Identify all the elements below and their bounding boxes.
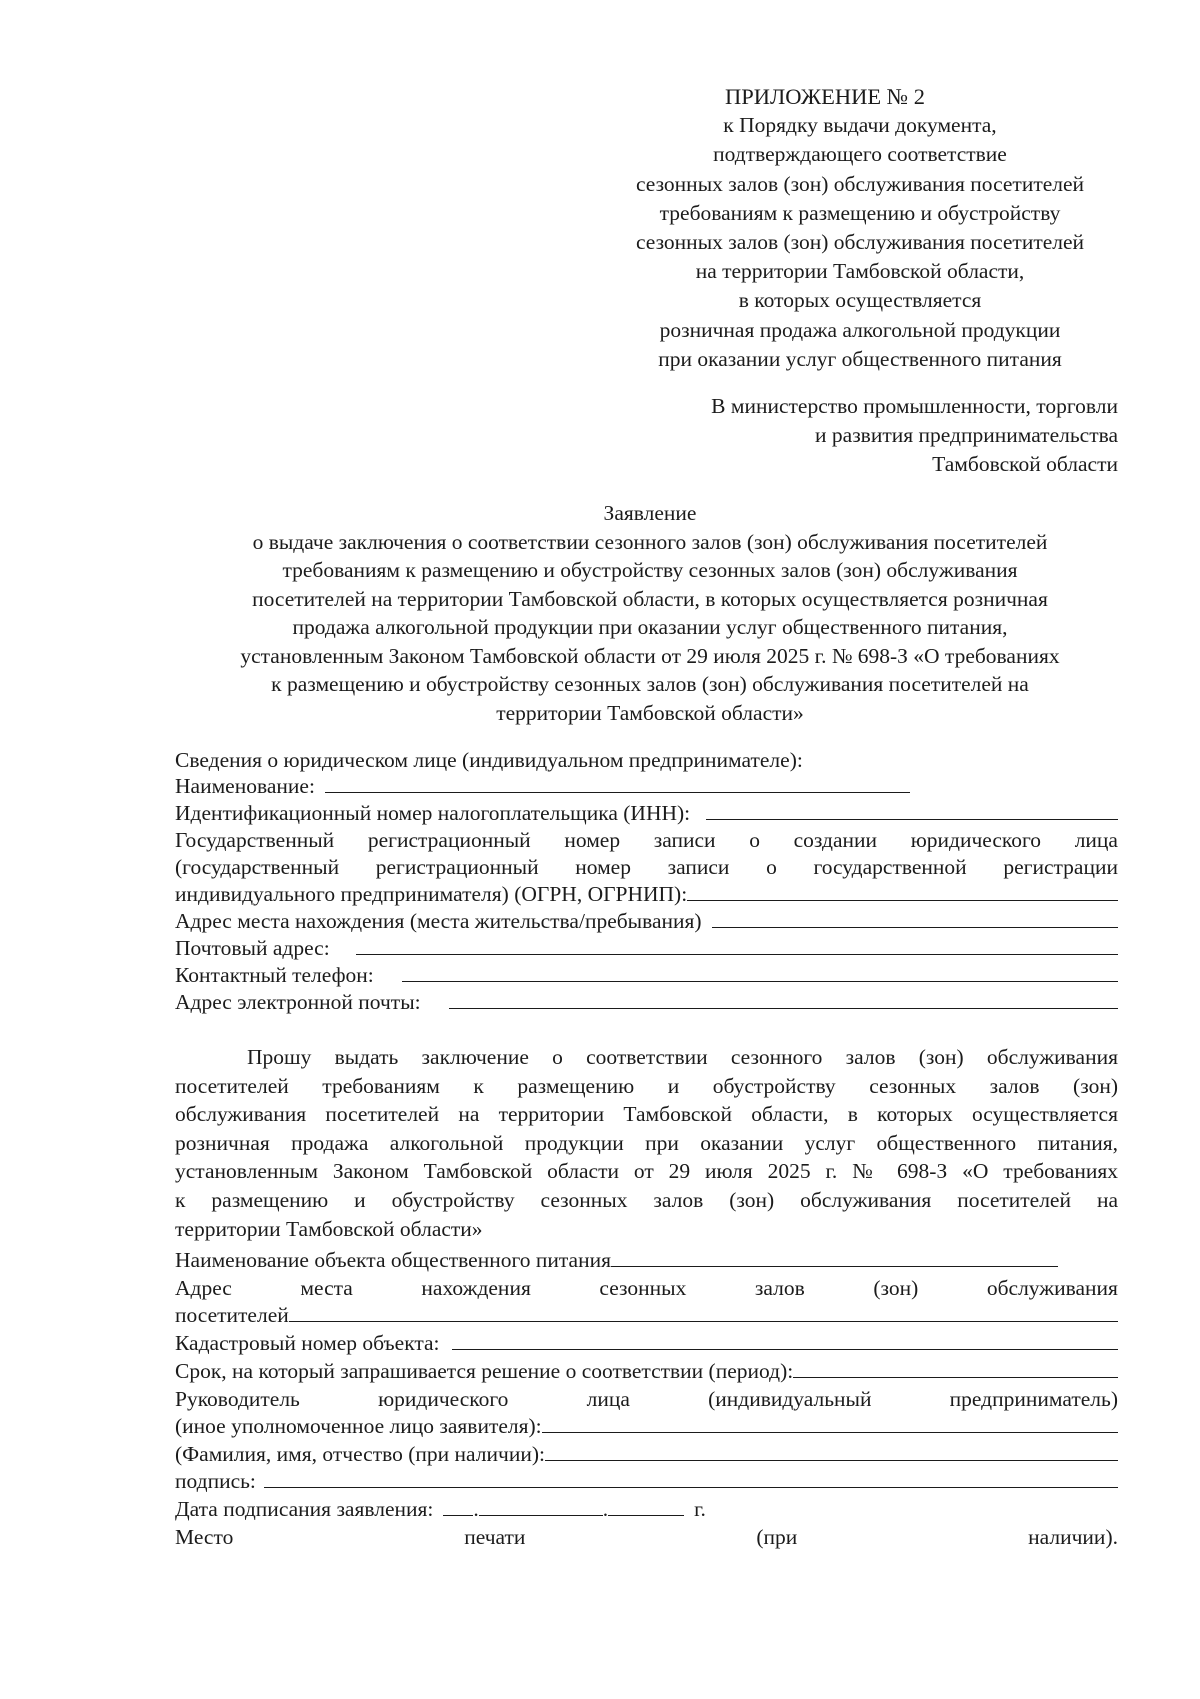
phone-field[interactable] [402,961,1118,982]
phone-label: Контактный телефон: [175,963,374,987]
postal-field[interactable] [356,934,1118,955]
object-address-field[interactable] [289,1301,1118,1322]
stamp-word: (при [756,1525,798,1549]
ogrn-word: юридического [910,828,1042,852]
name-field[interactable] [325,772,910,793]
email-field[interactable] [449,988,1118,1009]
addressee-line: и развития предпринимательства [815,423,1118,447]
object-address-word: залов [754,1276,805,1300]
head-word: предприниматель) [949,1387,1118,1411]
stamp-word: наличии). [1028,1525,1118,1549]
date-suffix: г. [694,1497,706,1521]
stamp-word: Место [175,1525,234,1549]
object-name-field[interactable] [611,1246,1058,1267]
ogrn-word: о [749,828,760,852]
appendix-line: требованиям к размещению и обустройству [659,200,1061,225]
application-heading [160,499,1140,727]
request-line: розничная продажа алкогольной продукции при оказании услуг общественного питания, [175,1130,1118,1155]
stamp-row [175,1523,1118,1551]
request-line: обслуживания посетителей на территории Тамбовской области, в которых осуществляется [175,1102,1118,1127]
heading-line: территории Тамбовской области» [496,700,804,725]
fio-label: (Фамилия, имя, отчество (при наличии): [175,1442,545,1466]
cadastral-field[interactable] [452,1329,1118,1350]
object-address-word: места [300,1276,353,1300]
appendix-line: при оказании услуг общественного питания [658,346,1062,371]
ogrn-word: номер [564,828,621,852]
request-line: установленным Законом Тамбовской области от 29 июля 2025 г. № 698-З «О требованиях [175,1159,1118,1184]
request-line: посетителей требованиям к размещению и обустройству сезонных залов (зон) [175,1073,1118,1098]
postal-row [175,934,1118,962]
heading-line: требованиям к размещению и обустройству сезонных залов (зон) обслуживания [282,558,1018,582]
object-address-word: сезонных [599,1276,687,1300]
head-word: лица [586,1387,630,1411]
object-address-word: (зон) [873,1276,919,1300]
address-row [175,907,1118,935]
heading-line: посетителей на территории Тамбовской области, в которых осуществляется розничная [252,586,1048,611]
ogrn-row-3 [175,880,1118,908]
ogrn-word: (государственный [175,855,340,879]
date-row [175,1495,1118,1523]
request-paragraph [175,1043,1118,1243]
application-title: Заявление [603,501,697,525]
signature-label: подпись: [175,1469,256,1493]
period-label: Срок, на который запрашивается решение о соответствии (период): [175,1359,794,1383]
stamp-word: печати [464,1525,526,1549]
heading-line: к размещению и обустройству сезонных залов (зон) обслуживания посетителей на [271,672,1029,696]
period-field[interactable] [793,1357,1118,1378]
date-label: Дата подписания заявления: [175,1497,434,1521]
head-row-2 [175,1412,1118,1440]
addressee-line: В министерство промышленности, торговли [711,394,1118,418]
request-line: к размещению и обустройству сезонных залов (зон) обслуживания посетителей на [175,1187,1118,1212]
date-month-field[interactable] [479,1495,603,1516]
object-address-word: Адрес [175,1276,232,1300]
heading-line: установленным Законом Тамбовской области от 29 июля 2025 г. № 698-З «О требованиях [240,643,1060,668]
address-label: Адрес места нахождения (места жительства/пребывания) [175,909,702,933]
postal-label: Почтовый адрес: [175,936,330,960]
heading-line: о выдаче заключения о соответствии сезонного залов (зон) обслуживания посетителей [252,529,1048,554]
object-name-row [175,1246,1058,1274]
head-word: Руководитель [175,1387,300,1411]
ogrn-field[interactable] [687,880,1118,901]
name-label: Наименование: [175,774,315,798]
signature-row [175,1467,1118,1495]
object-name-label: Наименование объекта общественного питания [175,1248,611,1272]
cadastral-label: Кадастровый номер объекта: [175,1331,440,1355]
ogrn-word: лица [1074,828,1118,852]
request-line: территории Тамбовской области» [175,1216,483,1241]
appendix-line: подтверждающего соответствие [713,142,1007,167]
inn-row [175,799,1118,827]
head-word: юридического [378,1387,509,1411]
inn-field[interactable] [706,799,1118,820]
head-label: (иное уполномоченное лицо заявителя): [175,1414,542,1438]
email-row [175,988,1118,1016]
ogrn-word: государственной [813,855,967,879]
ogrn-row-1 [175,826,1118,854]
ogrn-word: создании [793,828,878,852]
head-field[interactable] [542,1412,1118,1433]
date-day-field[interactable] [443,1495,473,1516]
signature-field[interactable] [264,1467,1118,1488]
name-row [175,772,910,800]
phone-row [175,961,1118,989]
fio-field[interactable] [545,1440,1118,1461]
request-line: Прошу выдать заключение о соответствии сезонного залов (зон) обслуживания [247,1045,1118,1069]
fio-row [175,1440,1118,1468]
ogrn-label: индивидуального предпринимателя) (ОГРН, ОГРНИП): [175,882,688,906]
address-field[interactable] [712,907,1118,928]
heading-line: продажа алкогольной продукции при оказании услуг общественного питания, [292,615,1008,639]
object-address-row-1 [175,1274,1118,1302]
date-year-field[interactable] [608,1495,684,1516]
ogrn-row-2 [175,853,1118,881]
object-address-word: обслуживания [986,1276,1118,1300]
head-word: (индивидуальный [708,1387,872,1411]
object-address-word: нахождения [421,1276,531,1300]
inn-label: Идентификационный номер налогоплательщика (ИНН): [175,801,691,825]
ogrn-word: записи [667,855,730,879]
addressee-block [600,392,1118,479]
legal-entity-header: Сведения о юридическом лице (индивидуальном предпринимателе): [175,748,803,772]
ogrn-word: регистрации [1003,855,1118,879]
appendix-title: ПРИЛОЖЕНИЕ № 2 [724,84,926,109]
ogrn-word: записи [653,828,716,852]
date-separator: . [602,1497,609,1521]
email-label: Адрес электронной почты: [175,990,421,1014]
appendix-line: в которых осуществляется [738,288,982,313]
appendix-line: сезонных залов (зон) обслуживания посетителей [635,230,1085,255]
ogrn-word: регистрационный [367,828,531,852]
appendix-line: на территории Тамбовской области, [695,259,1025,284]
period-row [175,1357,1118,1385]
appendix-line: розничная продажа алкогольной продукции [659,317,1061,342]
addressee-line: Тамбовской области [932,452,1118,476]
appendix-block [600,82,1120,374]
ogrn-word: Государственный [175,828,335,852]
date-separator: . [473,1497,479,1521]
object-address-row-2 [175,1301,1118,1329]
object-address-label: посетителей [175,1303,289,1327]
head-row-1 [175,1385,1118,1413]
appendix-line: сезонных залов (зон) обслуживания посетителей [635,171,1085,196]
ogrn-word: номер [575,855,631,879]
cadastral-row [175,1329,1118,1357]
appendix-line: к Порядку выдачи документа, [723,113,997,138]
ogrn-word: о [766,855,777,879]
ogrn-word: регистрационный [375,855,539,879]
